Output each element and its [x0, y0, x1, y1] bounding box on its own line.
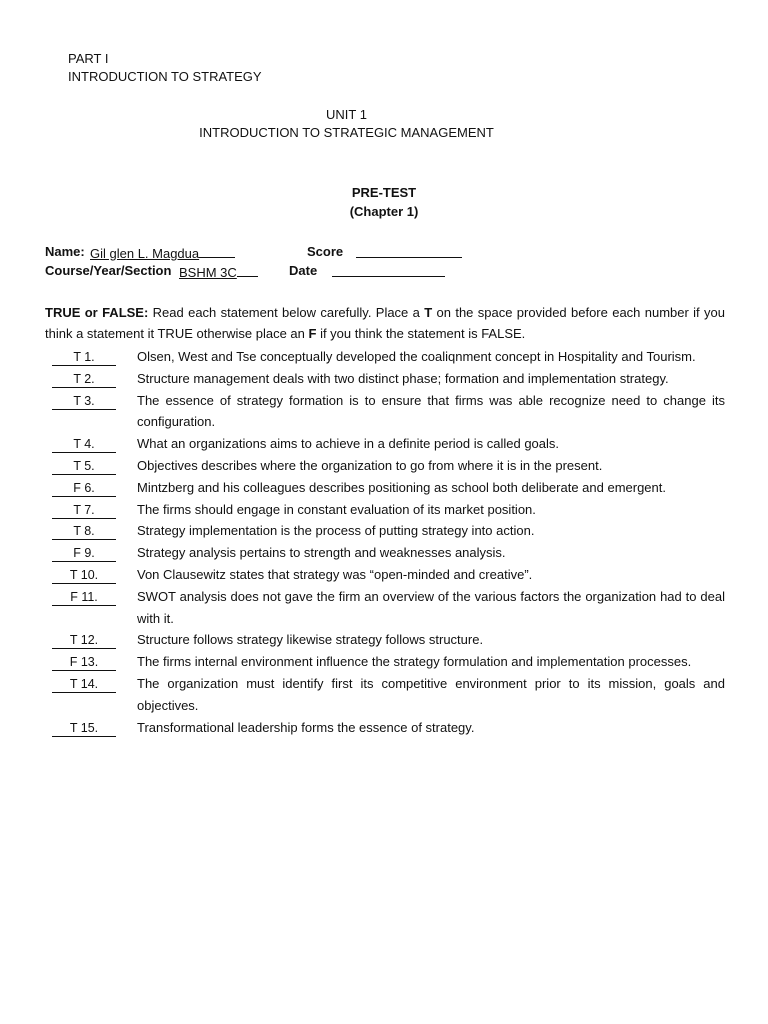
answer-field[interactable]: T 8.	[52, 522, 116, 540]
course-field[interactable]	[179, 263, 258, 280]
question-text: What an organizations aims to achieve in a definite period is called goals.	[137, 436, 560, 452]
answer-field[interactable]: T 2.	[52, 370, 116, 388]
part-label: PART I	[68, 51, 109, 66]
test-title: PRE-TEST	[351, 185, 417, 200]
instructions-text-2: on the space provided before each number if you think a statement it TRUE otherwise place an	[45, 305, 725, 341]
date-underline	[332, 263, 445, 277]
instructions-heading: TRUE or FALSE:	[45, 305, 149, 320]
question-item	[45, 346, 725, 368]
question-text: The organization must identify first its competitive environment prior to its mission, goals and objectives.	[137, 675, 725, 713]
question-text: The firms internal environment influence the strategy formulation and implementation processes.	[137, 654, 692, 670]
course-underline	[237, 263, 258, 277]
question-item	[45, 520, 725, 542]
question-text: Strategy analysis pertains to strength and weaknesses analysis.	[137, 545, 506, 561]
answer-field[interactable]: T 12.	[52, 631, 116, 649]
question-text: The essence of strategy formation is to ensure that firms was able recognize need to change its configuration.	[137, 392, 725, 430]
question-item	[45, 629, 725, 651]
name-field[interactable]	[90, 244, 235, 261]
instructions-t: T	[424, 305, 433, 320]
question-text: The firms should engage in constant evaluation of its market position.	[137, 501, 536, 517]
question-text: Structure management deals with two distinct phase; formation and implementation strategy.	[137, 370, 669, 386]
answer-field[interactable]: T 1.	[52, 348, 116, 366]
question-text: Transformational leadership forms the essence of strategy.	[137, 719, 475, 735]
answer-field[interactable]: T 5.	[52, 457, 116, 475]
answer-field[interactable]: T 15.	[52, 719, 116, 737]
answer-field[interactable]: F 13.	[52, 653, 116, 671]
date-label: Date	[289, 263, 318, 278]
answer-field[interactable]: T 3.	[52, 392, 116, 410]
question-item	[45, 717, 725, 739]
chapter-label: (Chapter 1)	[349, 204, 419, 219]
answer-field[interactable]: F 9.	[52, 544, 116, 562]
instructions	[45, 302, 725, 344]
question-text: SWOT analysis does not gave the firm an overview of the various factors the organization had to deal with it.	[137, 588, 725, 626]
unit-title: INTRODUCTION TO STRATEGIC MANAGEMENT	[199, 125, 494, 140]
name-underline	[199, 244, 235, 258]
answer-field[interactable]: T 4.	[52, 435, 116, 453]
answer-field[interactable]: F 11.	[52, 588, 116, 606]
instructions-text-1: Read each statement below carefully. Place a	[148, 305, 425, 320]
question-item	[45, 542, 725, 564]
course-label: Course/Year/Section	[45, 263, 172, 278]
question-text: Von Clausewitz states that strategy was “open-minded and creative”.	[137, 566, 533, 582]
question-text: Objectives describes where the organization to go from where it is in the present.	[137, 457, 603, 473]
question-text: Olsen, West and Tse conceptually developed the coaliqnment concept in Hospitality and Tourism.	[137, 349, 696, 364]
unit-header	[0, 106, 693, 142]
score-label: Score	[307, 244, 344, 259]
instructions-f: F	[308, 326, 317, 341]
part-title: INTRODUCTION TO STRATEGY	[68, 69, 262, 84]
name-label: Name:	[45, 244, 85, 259]
instructions-text-3: if you think the statement is FALSE.	[316, 326, 526, 341]
question-text: Structure follows strategy likewise strategy follows structure.	[137, 632, 484, 648]
question-item	[45, 477, 725, 499]
date-field[interactable]	[332, 263, 445, 280]
question-text: Mintzberg and his colleagues describes positioning as school both deliberate and emergent.	[137, 479, 666, 495]
name-value: Gil glen L. Magdua	[90, 246, 200, 261]
score-underline	[356, 244, 462, 258]
score-field[interactable]	[356, 244, 462, 261]
question-list	[45, 346, 725, 738]
question-item	[45, 673, 725, 717]
question-item	[45, 433, 725, 455]
answer-field[interactable]: F 6.	[52, 479, 116, 497]
test-header	[0, 183, 768, 221]
question-item	[45, 368, 725, 390]
question-item	[45, 390, 725, 434]
question-item	[45, 564, 725, 586]
answer-field[interactable]: T 7.	[52, 501, 116, 519]
answer-field[interactable]: T 14.	[52, 675, 116, 693]
question-text: Strategy implementation is the process of putting strategy into action.	[137, 523, 535, 539]
unit-label: UNIT 1	[326, 107, 367, 122]
question-item	[45, 651, 725, 673]
question-item	[45, 455, 725, 477]
question-item	[45, 586, 725, 630]
part-header	[68, 50, 262, 86]
course-value: BSHM 3C	[179, 265, 237, 280]
question-item	[45, 499, 725, 521]
answer-field[interactable]: T 10.	[52, 566, 116, 584]
